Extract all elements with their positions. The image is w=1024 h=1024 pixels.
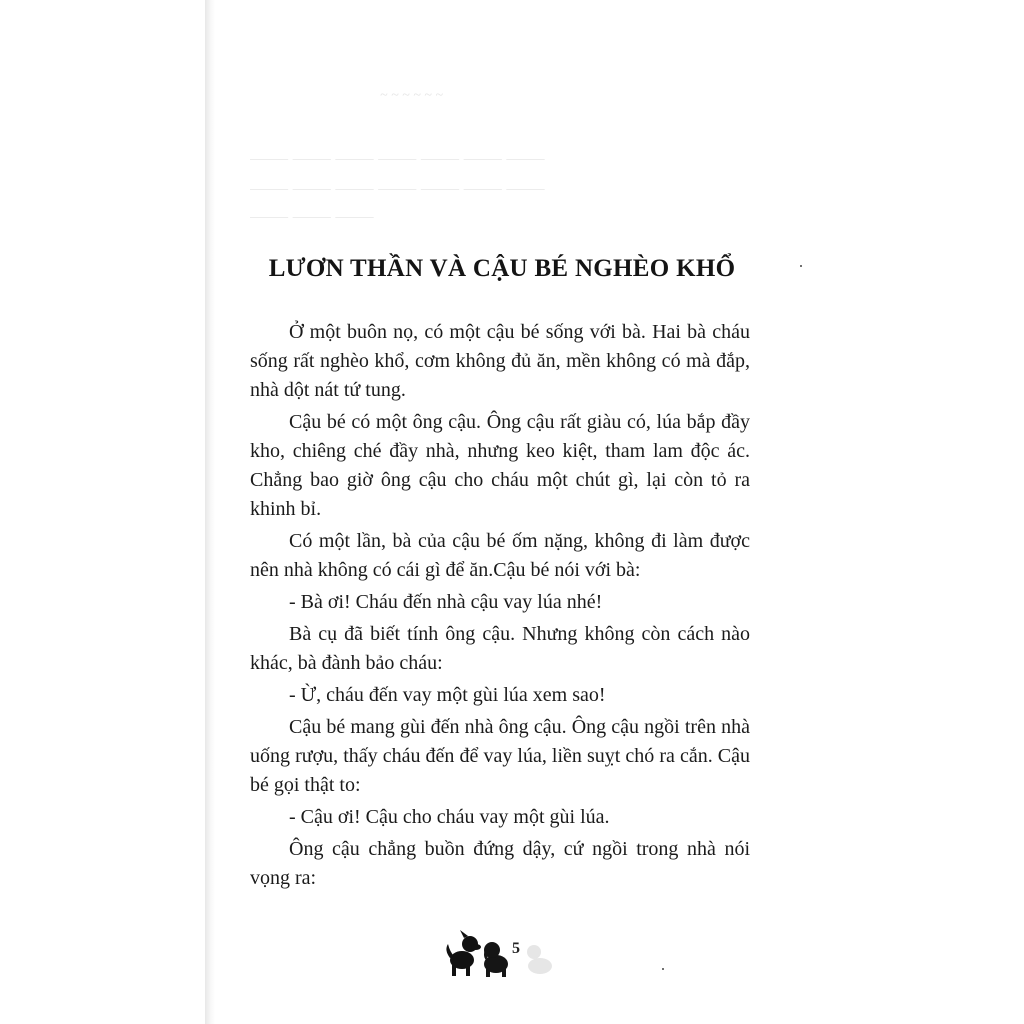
- dialogue-line: - Bà ơi! Cháu đến nhà cậu vay lúa nhé!: [289, 591, 603, 613]
- paragraph: Cậu bé có một ông cậu. Ông cậu rất giàu có, lúa bắp đầy kho, chiêng ché đầy nhà, nhưng keo kiệt, tham lam độc ác. Chẳng bao giờ ông cậu cho cháu một chút gì, lại còn tỏ ra khinh bỉ.: [250, 411, 750, 520]
- dust-speck: [662, 968, 664, 970]
- page-number: 5: [512, 940, 520, 957]
- paragraph: Bà cụ đã biết tính ông cậu. Nhưng không còn cách nào khác, bà đành bảo cháu:: [250, 623, 750, 674]
- show-through-line: —— —— —— —— —— —— ——: [250, 148, 545, 169]
- dust-speck: [800, 265, 802, 267]
- page-footer: [440, 920, 580, 980]
- show-through-line: —— —— ——: [250, 206, 374, 227]
- paragraph: Cậu bé mang gùi đến nhà ông cậu. Ông cậu ngồi trên nhà uống rượu, thấy cháu đến để vay lúa, liền suỵt chó ra cắn. Cậu bé gọi thật to:: [250, 716, 750, 796]
- dialogue-line: - Cậu ơi! Cậu cho cháu vay một gùi lúa.: [289, 806, 610, 828]
- dialogue-line: - Ừ, cháu đến vay một gùi lúa xem sao!: [289, 684, 606, 706]
- paragraph: Ông cậu chẳng buồn đứng dậy, cứ ngồi trong nhà nói vọng ra:: [250, 838, 750, 889]
- story-title: LƯƠN THẦN VÀ CẬU BÉ NGHÈO KHỔ: [268, 254, 736, 282]
- paragraph: Ở một buôn nọ, có một cậu bé sống với bà. Hai bà cháu sống rất nghèo khổ, cơm không đủ ăn, mền không có mà đắp, nhà dột nát tứ tung.: [250, 321, 750, 401]
- dogs-ornament-icon: [440, 920, 580, 980]
- page-gutter-shadow: [205, 0, 215, 1024]
- show-through-line: —— —— —— —— —— —— ——: [250, 178, 545, 199]
- paragraph: Có một lần, bà của cậu bé ốm nặng, không đi làm được nên nhà không có cái gì để ăn.Cậu bé nói với bà:: [250, 530, 750, 581]
- show-through-header: ~ ~ ~ ~ ~ ~: [380, 88, 443, 103]
- story-body: [250, 318, 750, 896]
